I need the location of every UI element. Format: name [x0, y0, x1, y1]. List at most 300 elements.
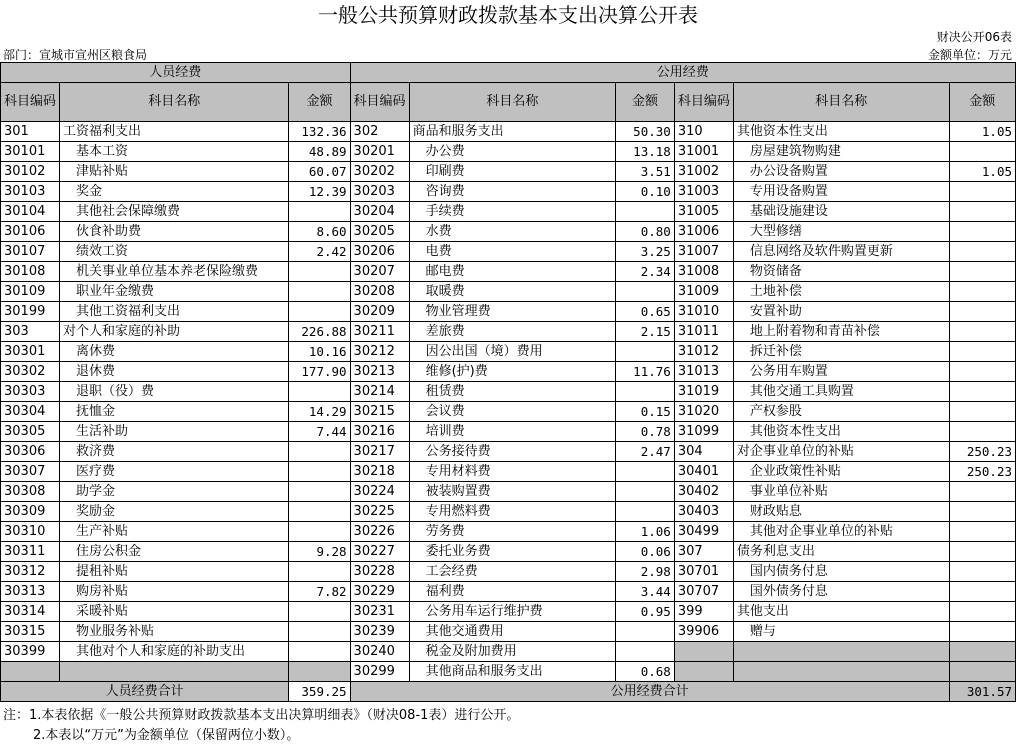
subject-code: 301	[1, 122, 60, 142]
subject-code: 30215	[350, 402, 409, 422]
subject-name: 其他支出	[733, 602, 949, 622]
subject-code: 30301	[1, 342, 60, 362]
amount	[949, 262, 1015, 282]
subject-code: 30304	[1, 402, 60, 422]
amount	[289, 622, 350, 642]
col-amount-header: 金额	[289, 83, 350, 122]
amount: 3.25	[616, 242, 675, 262]
amount: 2.42	[289, 242, 350, 262]
subject-code: 30206	[350, 242, 409, 262]
subject-code: 30202	[350, 162, 409, 182]
col-code-header: 科目编码	[350, 83, 409, 122]
subject-code: 399	[674, 602, 733, 622]
amount	[616, 382, 675, 402]
subject-code: 30701	[674, 562, 733, 582]
table-row	[1, 222, 1016, 242]
table-row	[1, 582, 1016, 602]
subject-name: 其他对企事业单位的补贴	[733, 522, 949, 542]
amount	[289, 382, 350, 402]
subject-code: 30402	[674, 482, 733, 502]
subject-code: 31006	[674, 222, 733, 242]
subject-name: 邮电费	[409, 262, 616, 282]
amount: 48.89	[289, 142, 350, 162]
subject-code: 30107	[1, 242, 60, 262]
amount: 0.80	[616, 222, 675, 242]
subject-name: 税金及附加费用	[409, 642, 616, 662]
subject-code: 30231	[350, 602, 409, 622]
table-row	[1, 262, 1016, 282]
subject-code: 30209	[350, 302, 409, 322]
subject-code: 30403	[674, 502, 733, 522]
subject-code: 30207	[350, 262, 409, 282]
subject-name: 奖励金	[60, 502, 289, 522]
subject-name: 土地补偿	[733, 282, 949, 302]
amount	[949, 622, 1015, 642]
subject-name: 劳务费	[409, 522, 616, 542]
table-row	[1, 642, 1016, 662]
amount	[289, 282, 350, 302]
personnel-total-label: 人员经费合计	[1, 682, 289, 702]
amount: 11.76	[616, 362, 675, 382]
subject-code: 30707	[674, 582, 733, 602]
subject-code: 30199	[1, 302, 60, 322]
table-row	[1, 502, 1016, 522]
subject-name: 奖金	[60, 182, 289, 202]
amount: 2.15	[616, 322, 675, 342]
amount	[949, 502, 1015, 522]
subject-code: 30239	[350, 622, 409, 642]
subject-code: 30228	[350, 562, 409, 582]
subject-code: 31003	[674, 182, 733, 202]
table-row	[1, 182, 1016, 202]
amount	[949, 322, 1015, 342]
subject-code: 31008	[674, 262, 733, 282]
subject-name: 维修(护)费	[409, 362, 616, 382]
subject-name: 取暖费	[409, 282, 616, 302]
subject-name: 被装购置费	[409, 482, 616, 502]
amount	[616, 482, 675, 502]
subject-code: 30303	[1, 382, 60, 402]
subject-name: 电费	[409, 242, 616, 262]
subject-name: 企业政策性补贴	[733, 462, 949, 482]
amount: 13.18	[616, 142, 675, 162]
table-row	[1, 162, 1016, 182]
subject-name: 福利费	[409, 582, 616, 602]
amount	[616, 462, 675, 482]
subject-name: 绩效工资	[60, 242, 289, 262]
subject-name: 拆迁补偿	[733, 342, 949, 362]
footnote-1: 注：1.本表依据《一般公共预算财政拨款基本支出决算明细表》（财决08-1表）进行公开。	[3, 708, 520, 723]
amount	[949, 582, 1015, 602]
subject-code: 30229	[350, 582, 409, 602]
amount: 9.28	[289, 542, 350, 562]
subject-code: 303	[1, 322, 60, 342]
amount: 3.44	[616, 582, 675, 602]
col-code-header: 科目编码	[1, 83, 60, 122]
subject-name: 大型修缮	[733, 222, 949, 242]
subject-code: 307	[674, 542, 733, 562]
subject-name: 商品和服务支出	[409, 122, 616, 142]
amount	[949, 382, 1015, 402]
amount: 10.16	[289, 342, 350, 362]
amount	[289, 602, 350, 622]
subject-name: 专用设备购置	[733, 182, 949, 202]
unit-label: 金额单位：万元	[927, 48, 1012, 62]
table-row	[1, 522, 1016, 542]
subject-code: 310	[674, 122, 733, 142]
subject-name: 委托业务费	[409, 542, 616, 562]
subject-name: 退休费	[60, 362, 289, 382]
subject-code	[674, 642, 733, 662]
subject-name: 机关事业单位基本养老保险缴费	[60, 262, 289, 282]
amount	[616, 202, 675, 222]
subject-code: 30315	[1, 622, 60, 642]
amount: 60.07	[289, 162, 350, 182]
amount	[949, 422, 1015, 442]
subject-code: 30203	[350, 182, 409, 202]
expenditure-table	[0, 62, 1016, 702]
subject-name: 信息网络及软件购置更新	[733, 242, 949, 262]
subject-name: 地上附着物和青苗补偿	[733, 322, 949, 342]
subject-name: 助学金	[60, 482, 289, 502]
col-amount-header: 金额	[616, 83, 675, 122]
personnel-header: 人员经费	[1, 63, 351, 83]
subject-code	[1, 662, 60, 682]
subject-code: 31020	[674, 402, 733, 422]
subject-code: 31005	[674, 202, 733, 222]
col-code-header: 科目编码	[674, 83, 733, 122]
amount: 7.82	[289, 582, 350, 602]
subject-code: 30204	[350, 202, 409, 222]
subject-name: 物资储备	[733, 262, 949, 282]
subject-name: 公务用车运行维护费	[409, 602, 616, 622]
amount	[616, 622, 675, 642]
amount: 226.88	[289, 322, 350, 342]
table-row	[1, 362, 1016, 382]
col-name-header: 科目名称	[409, 83, 616, 122]
subject-name: 住房公积金	[60, 542, 289, 562]
subject-name: 对个人和家庭的补助	[60, 322, 289, 342]
subject-name: 赠与	[733, 622, 949, 642]
subject-name: 职业年金缴费	[60, 282, 289, 302]
amount: 1.05	[949, 162, 1015, 182]
amount: 1.05	[949, 122, 1015, 142]
page-title: 一般公共预算财政拨款基本支出决算公开表	[318, 3, 698, 27]
amount: 2.34	[616, 262, 675, 282]
subject-name: 公务用车购置	[733, 362, 949, 382]
amount	[949, 282, 1015, 302]
table-row	[1, 422, 1016, 442]
subject-code: 30201	[350, 142, 409, 162]
subject-name: 会议费	[409, 402, 616, 422]
amount	[616, 502, 675, 522]
subject-code: 31099	[674, 422, 733, 442]
subject-name: 财政贴息	[733, 502, 949, 522]
subject-code: 30226	[350, 522, 409, 542]
subject-name: 退职（役）费	[60, 382, 289, 402]
amount: 132.36	[289, 122, 350, 142]
subject-name	[60, 662, 289, 682]
amount	[949, 342, 1015, 362]
amount	[289, 462, 350, 482]
subject-name: 伙食补助费	[60, 222, 289, 242]
table-row	[1, 662, 1016, 682]
subject-name: 印刷费	[409, 162, 616, 182]
public-total-label: 公用经费合计	[350, 682, 949, 702]
amount	[289, 562, 350, 582]
subject-name: 其他资本性支出	[733, 122, 949, 142]
subject-name	[733, 642, 949, 662]
subject-code: 30103	[1, 182, 60, 202]
subject-name: 其他商品和服务支出	[409, 662, 616, 682]
department-label: 部门：宣城市宣州区粮食局	[3, 48, 148, 62]
subject-name: 津贴补贴	[60, 162, 289, 182]
amount	[289, 302, 350, 322]
subject-name: 手续费	[409, 202, 616, 222]
table-row	[1, 382, 1016, 402]
amount	[949, 602, 1015, 622]
subject-name: 采暖补贴	[60, 602, 289, 622]
subject-code: 30213	[350, 362, 409, 382]
amount: 0.78	[616, 422, 675, 442]
subject-code: 30218	[350, 462, 409, 482]
public-header: 公用经费	[350, 63, 1015, 83]
subject-code: 39906	[674, 622, 733, 642]
subject-code: 30308	[1, 482, 60, 502]
col-amount-header: 金额	[949, 83, 1015, 122]
amount: 7.44	[289, 422, 350, 442]
subject-code: 31010	[674, 302, 733, 322]
subject-name: 房屋建筑物购建	[733, 142, 949, 162]
table-row	[1, 282, 1016, 302]
subject-code: 30302	[1, 362, 60, 382]
table-row	[1, 482, 1016, 502]
subject-code: 30240	[350, 642, 409, 662]
subject-name: 其他交通费用	[409, 622, 616, 642]
subject-name: 安置补助	[733, 302, 949, 322]
subject-code: 30214	[350, 382, 409, 402]
footnotes	[3, 706, 519, 746]
subject-code: 31019	[674, 382, 733, 402]
subject-code: 30312	[1, 562, 60, 582]
subject-code: 30309	[1, 502, 60, 522]
table-row	[1, 542, 1016, 562]
subject-code: 30212	[350, 342, 409, 362]
table-row	[1, 202, 1016, 222]
amount	[949, 142, 1015, 162]
amount: 14.29	[289, 402, 350, 422]
subject-code: 30205	[350, 222, 409, 242]
amount	[949, 362, 1015, 382]
amount	[289, 502, 350, 522]
subject-name: 办公设备购置	[733, 162, 949, 182]
subject-name: 生产补贴	[60, 522, 289, 542]
subject-code: 30499	[674, 522, 733, 542]
subject-name: 债务利息支出	[733, 542, 949, 562]
amount: 250.23	[949, 462, 1015, 482]
subject-code: 302	[350, 122, 409, 142]
footnote-2: 2.本表以“万元”为金额单位（保留两位小数）。	[33, 728, 300, 743]
table-row	[1, 562, 1016, 582]
subject-code: 30106	[1, 222, 60, 242]
amount	[949, 542, 1015, 562]
amount	[949, 562, 1015, 582]
subject-name: 物业服务补贴	[60, 622, 289, 642]
amount	[289, 482, 350, 502]
subject-code: 30227	[350, 542, 409, 562]
amount: 0.06	[616, 542, 675, 562]
subject-name: 其他工资福利支出	[60, 302, 289, 322]
subject-code: 30306	[1, 442, 60, 462]
subject-code: 30108	[1, 262, 60, 282]
subject-name: 医疗费	[60, 462, 289, 482]
table-row	[1, 442, 1016, 462]
amount: 8.60	[289, 222, 350, 242]
subject-code: 31009	[674, 282, 733, 302]
amount	[949, 222, 1015, 242]
subject-name: 提租补贴	[60, 562, 289, 582]
amount: 1.06	[616, 522, 675, 542]
amount: 2.47	[616, 442, 675, 462]
subject-name: 咨询费	[409, 182, 616, 202]
table-row	[1, 602, 1016, 622]
subject-code: 30217	[350, 442, 409, 462]
subject-name: 其他社会保障缴费	[60, 202, 289, 222]
table-row	[1, 322, 1016, 342]
subject-name: 其他资本性支出	[733, 422, 949, 442]
subject-code: 31011	[674, 322, 733, 342]
subject-name: 生活补助	[60, 422, 289, 442]
subject-name: 购房补贴	[60, 582, 289, 602]
subject-code: 30311	[1, 542, 60, 562]
amount: 177.90	[289, 362, 350, 382]
col-name-header: 科目名称	[733, 83, 949, 122]
subject-name: 物业管理费	[409, 302, 616, 322]
amount	[949, 662, 1015, 682]
subject-name: 办公费	[409, 142, 616, 162]
amount: 50.30	[616, 122, 675, 142]
amount: 0.15	[616, 402, 675, 422]
amount: 0.65	[616, 302, 675, 322]
amount	[949, 202, 1015, 222]
table-row	[1, 622, 1016, 642]
table-row	[1, 122, 1016, 142]
subject-code: 30208	[350, 282, 409, 302]
amount	[949, 482, 1015, 502]
subject-code: 30313	[1, 582, 60, 602]
amount	[289, 662, 350, 682]
subject-code: 30216	[350, 422, 409, 442]
amount	[616, 282, 675, 302]
subject-code: 30104	[1, 202, 60, 222]
subject-code: 304	[674, 442, 733, 462]
amount	[289, 202, 350, 222]
amount: 2.98	[616, 562, 675, 582]
table-row	[1, 402, 1016, 422]
amount: 3.51	[616, 162, 675, 182]
amount	[949, 242, 1015, 262]
subject-name: 抚恤金	[60, 402, 289, 422]
subject-name: 其他对个人和家庭的补助支出	[60, 642, 289, 662]
subject-name: 工资福利支出	[60, 122, 289, 142]
table-row	[1, 242, 1016, 262]
subject-name: 离休费	[60, 342, 289, 362]
subject-name	[733, 662, 949, 682]
subject-code: 31007	[674, 242, 733, 262]
public-total-value: 301.57	[949, 682, 1015, 702]
amount: 250.23	[949, 442, 1015, 462]
subject-name: 国内债务付息	[733, 562, 949, 582]
amount	[289, 642, 350, 662]
amount	[289, 262, 350, 282]
subject-code	[674, 662, 733, 682]
table-row	[1, 302, 1016, 322]
subject-name: 因公出国（境）费用	[409, 342, 616, 362]
subject-code: 30314	[1, 602, 60, 622]
subject-code: 31002	[674, 162, 733, 182]
amount	[949, 302, 1015, 322]
subject-code: 30299	[350, 662, 409, 682]
col-name-header: 科目名称	[60, 83, 289, 122]
amount	[289, 522, 350, 542]
subject-name: 事业单位补贴	[733, 482, 949, 502]
subject-name: 产权参股	[733, 402, 949, 422]
subject-name: 其他交通工具购置	[733, 382, 949, 402]
subject-name: 工会经费	[409, 562, 616, 582]
table-row	[1, 342, 1016, 362]
amount	[949, 522, 1015, 542]
subject-code: 30307	[1, 462, 60, 482]
table-row	[1, 462, 1016, 482]
amount	[949, 402, 1015, 422]
subject-code: 30305	[1, 422, 60, 442]
subject-code: 30399	[1, 642, 60, 662]
amount	[616, 342, 675, 362]
amount	[616, 642, 675, 662]
subject-name: 差旅费	[409, 322, 616, 342]
subject-code: 30211	[350, 322, 409, 342]
subject-code: 31001	[674, 142, 733, 162]
amount: 0.68	[616, 662, 675, 682]
subject-code: 30109	[1, 282, 60, 302]
subject-name: 基础设施建设	[733, 202, 949, 222]
subject-code: 30225	[350, 502, 409, 522]
subject-code: 30101	[1, 142, 60, 162]
amount	[289, 442, 350, 462]
subject-code: 30310	[1, 522, 60, 542]
subject-code: 31012	[674, 342, 733, 362]
amount	[949, 182, 1015, 202]
subject-code: 30102	[1, 162, 60, 182]
amount: 0.95	[616, 602, 675, 622]
amount: 12.39	[289, 182, 350, 202]
subject-name: 专用材料费	[409, 462, 616, 482]
subject-code: 31013	[674, 362, 733, 382]
subject-name: 水费	[409, 222, 616, 242]
subject-name: 救济费	[60, 442, 289, 462]
subject-name: 基本工资	[60, 142, 289, 162]
subject-code: 30224	[350, 482, 409, 502]
subject-name: 公务接待费	[409, 442, 616, 462]
amount	[949, 642, 1015, 662]
personnel-total-value: 359.25	[289, 682, 350, 702]
subject-name: 对企事业单位的补贴	[733, 442, 949, 462]
subject-name: 租赁费	[409, 382, 616, 402]
subject-name: 专用燃料费	[409, 502, 616, 522]
subject-name: 国外债务付息	[733, 582, 949, 602]
subject-code: 30401	[674, 462, 733, 482]
subject-name: 培训费	[409, 422, 616, 442]
